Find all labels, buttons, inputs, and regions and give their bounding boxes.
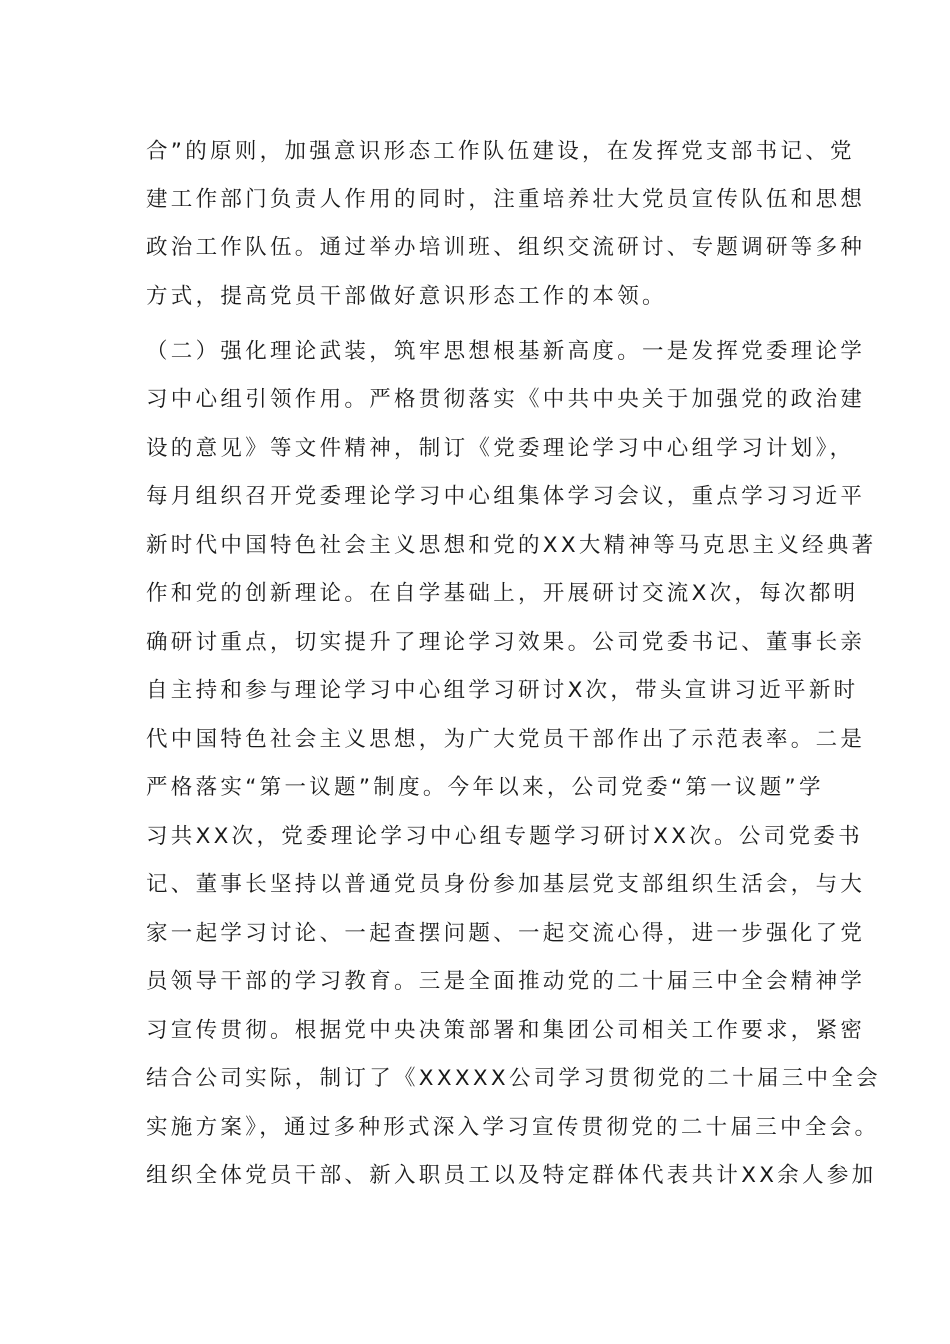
text-line: 代中国特色社会主义思想，为广大党员干部作出了示范表率。二是	[146, 727, 866, 752]
text-line: 家一起学习讨论、一起查摆问题、一起交流心得，进一步强化了党	[146, 921, 866, 946]
text-line: 习宣传贯彻。根据党中央决策部署和集团公司相关工作要求，紧密	[146, 1018, 866, 1043]
text-line: 新时代中国特色社会主义思想和党的XX大精神等马克思主义经典著	[146, 533, 877, 558]
text-line: 作和党的创新理论。在自学基础上，开展研讨交流X次，每次都明	[146, 581, 859, 606]
text-line: 每月组织召开党委理论学习中心组集体学习会议，重点学习习近平	[146, 484, 866, 509]
text-line: 设的意见》等文件精神，制订《党委理论学习中心组学习计划》，	[146, 436, 855, 461]
text-line: 员领导干部的学习教育。三是全面推动党的二十届三中全会精神学	[146, 969, 866, 994]
section-heading-line: （二）强化理论武装，筑牢思想根基新高度。一是发挥党委理论学	[146, 339, 866, 364]
text-line: 自主持和参与理论学习中心组学习研讨X次，带头宣讲习近平新时	[146, 678, 859, 703]
text-line: 记、董事长坚持以普通党员身份参加基层党支部组织生活会，与大	[146, 872, 866, 897]
text-line: 习共XX次，党委理论学习中心组专题学习研讨XX次。公司党委书	[146, 824, 863, 849]
text-line: 建工作部门负责人作用的同时，注重培养壮大党员宣传队伍和思想	[146, 187, 866, 212]
text-line: 习中心组引领作用。严格贯彻落实《中共中央关于加强党的政治建	[146, 387, 866, 412]
text-line: 方式，提高党员干部做好意识形态工作的本领。	[146, 284, 667, 309]
text-line: 结合公司实际，制订了《XXXXX公司学习贯彻党的二十届三中全会	[146, 1066, 881, 1091]
text-line: 确研讨重点，切实提升了理论学习效果。公司党委书记、董事长亲	[146, 630, 866, 655]
text-line: 严格落实“第一议题”制度。今年以来，公司党委“第一议题”学	[146, 775, 824, 800]
text-line: 实施方案》，通过多种形式深入学习宣传贯彻党的二十届三中全会。	[146, 1115, 880, 1140]
text-line: 组织全体党员干部、新入职员工以及特定群体代表共计XX余人参加	[146, 1163, 877, 1188]
text-line: 合”的原则，加强意识形态工作队伍建设，在发挥党支部书记、党	[146, 139, 855, 164]
text-line: 政治工作队伍。通过举办培训班、组织交流研讨、专题调研等多种	[146, 235, 866, 260]
